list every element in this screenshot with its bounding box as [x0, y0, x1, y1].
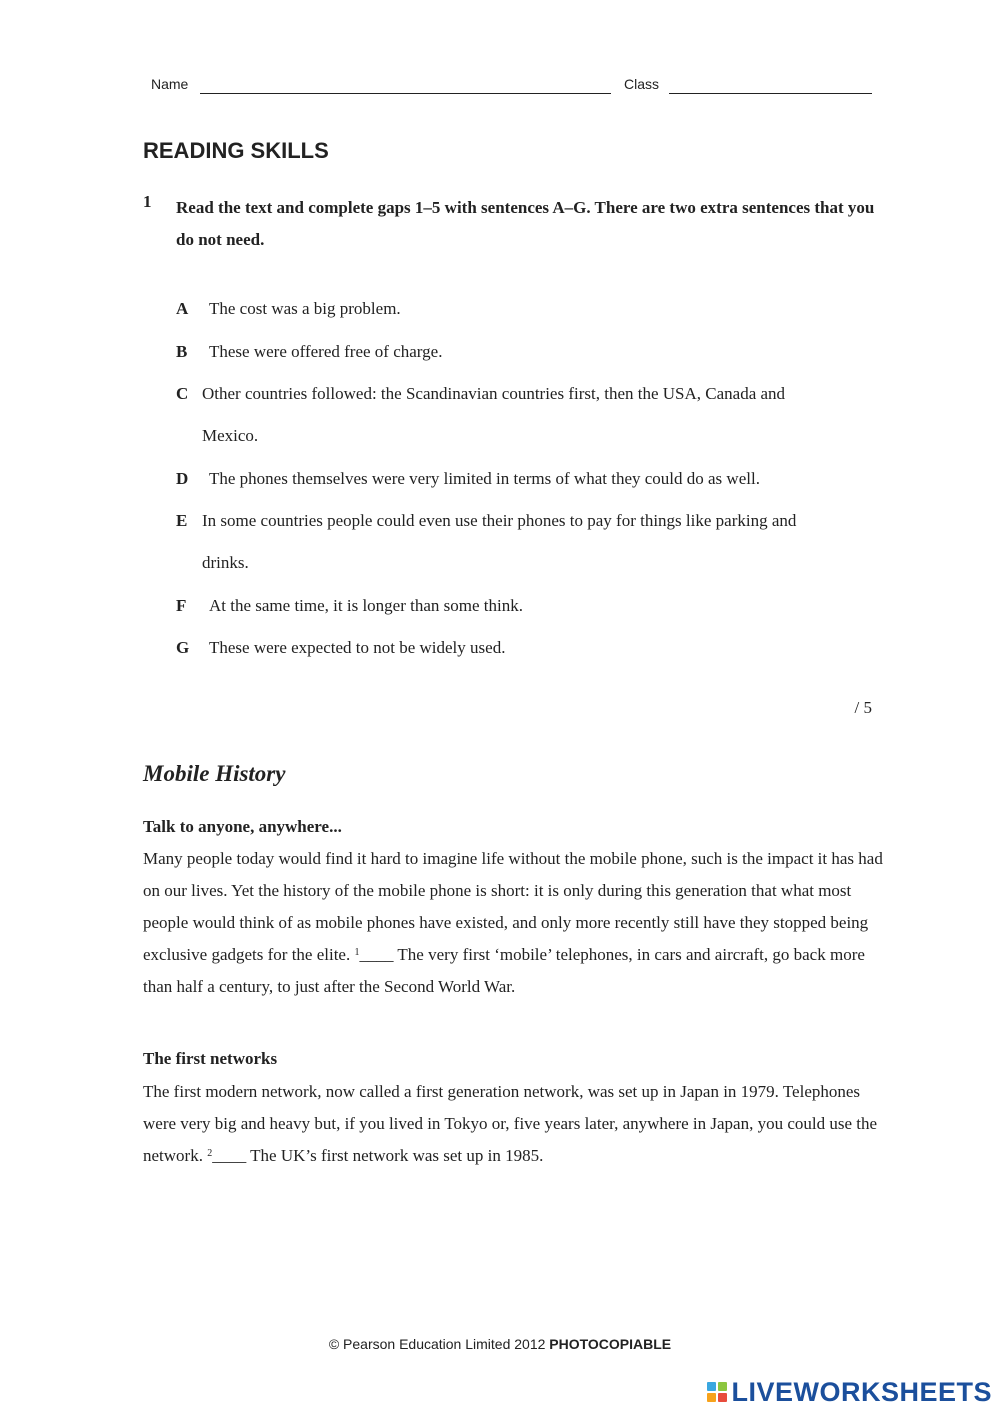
text-title: Mobile History	[143, 761, 286, 786]
option-f	[176, 585, 523, 627]
subheading-talk-to-anyone: Talk to anyone, anywhere...	[143, 817, 342, 836]
name-field-line[interactable]	[200, 93, 611, 94]
option-letter: G	[176, 638, 190, 657]
logo-tiles-icon	[707, 1382, 727, 1402]
option-g	[176, 627, 505, 669]
option-text-continued: drinks.	[202, 553, 249, 572]
option-letter: E	[176, 511, 188, 530]
paragraph-talk-to-anyone	[143, 843, 888, 1003]
option-c	[176, 373, 786, 445]
class-label: Class	[624, 76, 660, 92]
option-letter: D	[176, 469, 189, 488]
option-d	[176, 458, 760, 500]
gap-1-blank[interactable]: ____	[359, 945, 394, 964]
option-b	[176, 331, 442, 373]
option-text: The cost was a big problem.	[209, 299, 401, 318]
paragraph-text: The very first ‘mobile’ telephones, in cars and aircraft, go back more than half a century, to just after the Second World War.	[143, 945, 865, 996]
option-text: Other countries followed: the Scandinavian countries first, then the USA, Canada and	[202, 384, 786, 403]
option-text: These were expected to not be widely used.	[209, 638, 506, 657]
option-letter: C	[176, 384, 189, 403]
name-label: Name	[151, 76, 189, 92]
option-letter: B	[176, 342, 188, 361]
option-letter: F	[176, 596, 187, 615]
copyright-footer	[0, 1336, 1000, 1352]
question-number: 1	[143, 192, 152, 211]
option-text: The phones themselves were very limited in terms of what they could do as well.	[209, 469, 760, 488]
gap-2-blank[interactable]: ____	[212, 1146, 247, 1165]
option-a	[176, 288, 401, 330]
gap-number: 1	[354, 947, 360, 958]
option-text: These were offered free of charge.	[209, 342, 443, 361]
paragraph-text: Many people today would find it hard to imagine life without the mobile phone, such is the impact it has had on our lives. Yet the history of the mobile phone is short: it is only during this generation that what most people would think of as mobile phones have existed, and only more recently still have they stopped being exclusive gadgets for the elite.	[143, 849, 883, 964]
subheading-first-networks: The first networks	[143, 1049, 278, 1068]
option-e	[176, 500, 797, 572]
option-text: At the same time, it is longer than some think.	[209, 596, 523, 615]
paragraph-text: The first modern network, now called a first generation network, was set up in Japan in 1979. Telephones were very big and heavy but, if you lived in Tokyo or, five years later, anywhere in Japan, you could use the network.	[143, 1082, 878, 1165]
logo-text: LIVEWORKSHEETS	[731, 1376, 992, 1407]
option-letter: A	[176, 299, 189, 318]
question-instruction: Read the text and complete gaps 1–5 with sentences A–G. There are two extra sentences that you do not need.	[176, 198, 875, 249]
option-text-continued: Mexico.	[202, 426, 259, 445]
copyright-text: © Pearson Education Limited 2012	[328, 1336, 546, 1352]
class-field-line[interactable]	[669, 93, 872, 94]
liveworksheets-logo	[707, 1377, 992, 1407]
section-title: READING SKILLS	[143, 138, 329, 163]
paragraph-text: The UK’s first network was set up in 1985.	[246, 1146, 544, 1165]
score-total: / 5	[854, 698, 872, 717]
photocopiable-label: PHOTOCOPIABLE	[549, 1336, 672, 1352]
option-text: In some countries people could even use their phones to pay for things like parking and	[202, 511, 797, 530]
gap-number: 2	[207, 1148, 213, 1159]
paragraph-first-networks	[143, 1076, 888, 1172]
